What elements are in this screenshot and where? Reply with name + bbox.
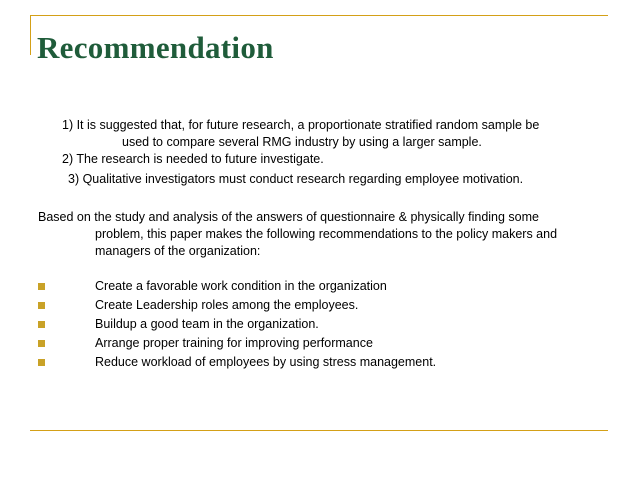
bullet-square-icon	[38, 302, 45, 309]
slide-title: Recommendation	[37, 30, 274, 65]
bullet-item-4: Arrange proper training for improving performance	[95, 336, 373, 350]
numbered-item-2: 2) The research is needed to future investigate.	[62, 152, 324, 166]
bullet-square-icon	[38, 283, 45, 290]
bottom-rule	[30, 430, 608, 431]
paragraph-line3: managers of the organization:	[95, 244, 261, 258]
paragraph-line2: problem, this paper makes the following recommendations to the policy makers and	[95, 227, 558, 241]
numbered-item-1-line2: used to compare several RMG industry by using a larger sample.	[122, 135, 482, 149]
bullet-item-3: Buildup a good team in the organization.	[95, 317, 319, 331]
numbered-item-1-line1: 1) It is suggested that, for future research, a proportionate stratified random sample be	[62, 118, 540, 132]
left-rule	[30, 15, 31, 55]
bullet-square-icon	[38, 321, 45, 328]
numbered-item-3: 3) Qualitative investigators must conduct research regarding employee motivation.	[68, 172, 524, 186]
bullet-square-icon	[38, 359, 45, 366]
bullet-square-icon	[38, 340, 45, 347]
bullet-item-1: Create a favorable work condition in the organization	[95, 279, 387, 293]
paragraph-line1: Based on the study and analysis of the answers of questionnaire & physically finding some	[38, 210, 539, 224]
bullet-item-2: Create Leadership roles among the employees.	[95, 298, 359, 312]
bullet-item-5: Reduce workload of employees by using stress management.	[95, 355, 437, 369]
top-rule	[30, 15, 608, 16]
